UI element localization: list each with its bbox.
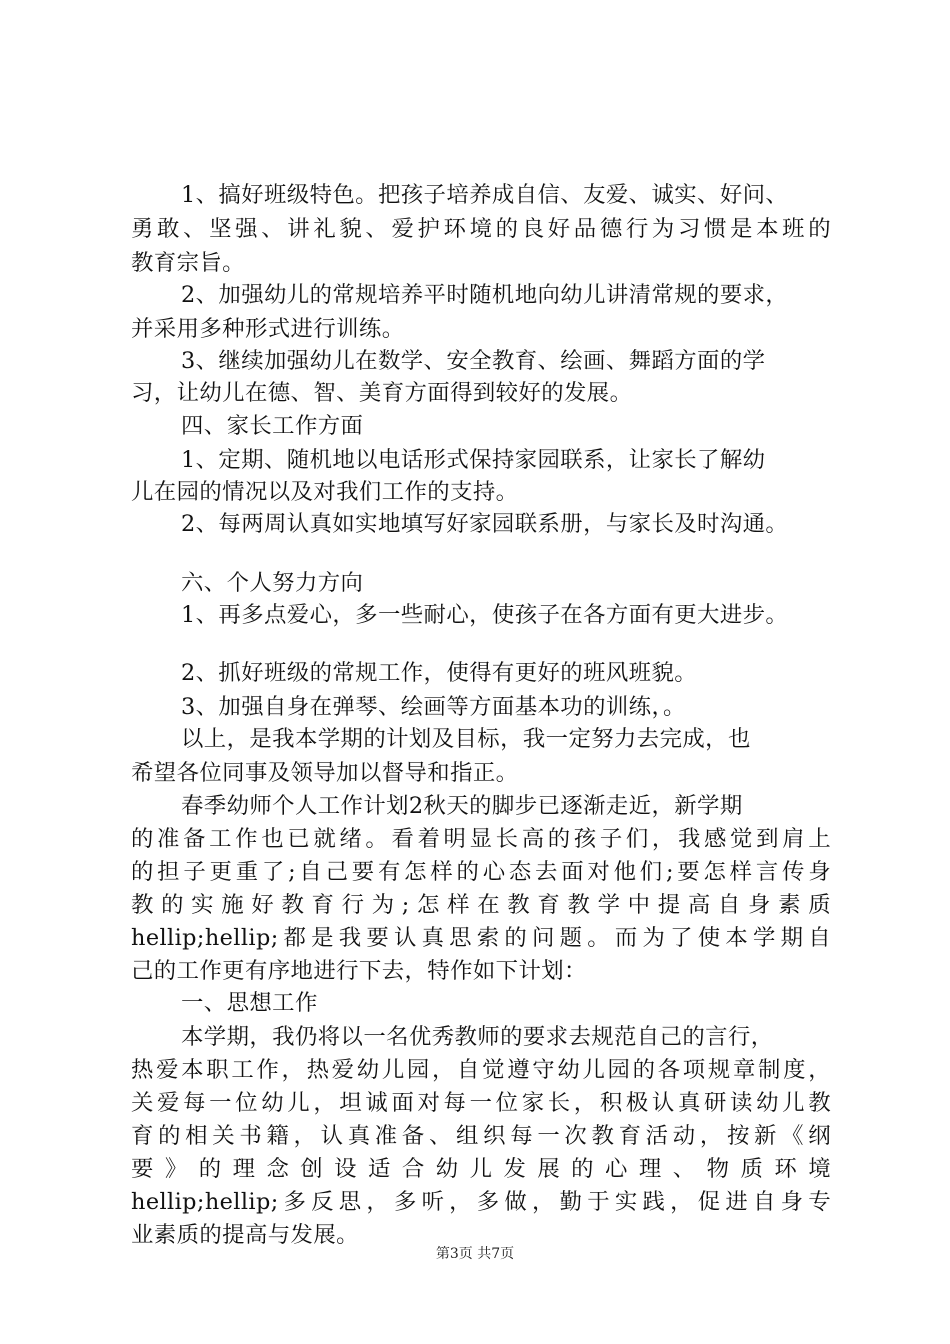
text-line: 1、定期、随机地以电话形式保持家园联系，让家长了解幼 xyxy=(181,447,766,473)
text-line: 希望各位同事及领导加以督导和指正。 xyxy=(131,760,519,786)
text-line: 以上，是我本学期的计划及目标，我一定努力去完成，也 xyxy=(181,726,751,752)
text-line: 1、再多点爱心，多一些耐心，使孩子在各方面有更大进步。 xyxy=(181,602,789,628)
text-line: 2、每两周认真如实地填写好家园联系册，与家长及时沟通。 xyxy=(181,511,789,537)
text-line: 儿在园的情况以及对我们工作的支持。 xyxy=(131,479,519,505)
text-line: 己的工作更有序地进行下去，特作如下计划： xyxy=(131,958,587,984)
text-line: 3、继续加强幼儿在数学、安全教育、绘画、舞蹈方面的学 xyxy=(181,348,766,374)
text-line: 勇敢、坚强、讲礼貌、爱护环境的良好品德行为习惯是本班的 xyxy=(131,216,831,242)
text-line: 的担子更重了;自己要有怎样的心态去面对他们;要怎样言传身 xyxy=(131,859,831,885)
text-line: 育的相关书籍，认真准备、组织每一次教育活动，按新《纲 xyxy=(131,1123,831,1149)
text-line: 并采用多种形式进行训练。 xyxy=(131,316,405,342)
text-line: 本学期，我仍将以一名优秀教师的要求去规范自己的言行， xyxy=(181,1024,774,1050)
text-line: 春季幼师个人工作计划2秋天的脚步已逐渐走近，新学期 xyxy=(181,793,743,819)
page-number-footer: 第3页 共7页 xyxy=(435,1246,515,1262)
section-heading: 一、思想工作 xyxy=(181,990,318,1016)
text-line: 业素质的提高与发展。 xyxy=(131,1222,359,1248)
section-heading: 六、个人努力方向 xyxy=(181,570,364,596)
text-line: hellip;hellip;多反思，多听，多做，勤于实践，促进自身专 xyxy=(131,1189,831,1215)
text-line: 热爱本职工作，热爱幼儿园，自觉遵守幼儿园的各项规章制度， xyxy=(131,1057,831,1083)
section-heading: 四、家长工作方面 xyxy=(181,413,364,439)
text-line: 教育宗旨。 xyxy=(131,250,245,276)
text-line: 2、加强幼儿的常规培养平时随机地向幼儿讲清常规的要求， xyxy=(181,282,789,308)
text-line: 2、抓好班级的常规工作，使得有更好的班风班貌。 xyxy=(181,660,698,686)
text-line: 教的实施好教育行为;怎样在教育教学中提高自身素质 xyxy=(131,892,831,918)
text-line: 要》的理念创设适合幼儿发展的心理、物质环境 xyxy=(131,1156,831,1182)
text-line: 的准备工作也已就绪。看着明显长高的孩子们，我感觉到肩上 xyxy=(131,826,831,852)
text-line: 1、搞好班级特色。把孩子培养成自信、友爱、诚实、好问、 xyxy=(181,182,789,208)
text-line: 习，让幼儿在德、智、美育方面得到较好的发展。 xyxy=(131,380,633,406)
text-line: 3、加强自身在弹琴、绘画等方面基本功的训练，。 xyxy=(181,694,686,720)
text-line: 关爱每一位幼儿，坦诚面对每一位家长，积极认真研读幼儿教 xyxy=(131,1090,831,1116)
text-line: hellip;hellip;都是我要认真思索的问题。而为了使本学期自 xyxy=(131,925,831,951)
